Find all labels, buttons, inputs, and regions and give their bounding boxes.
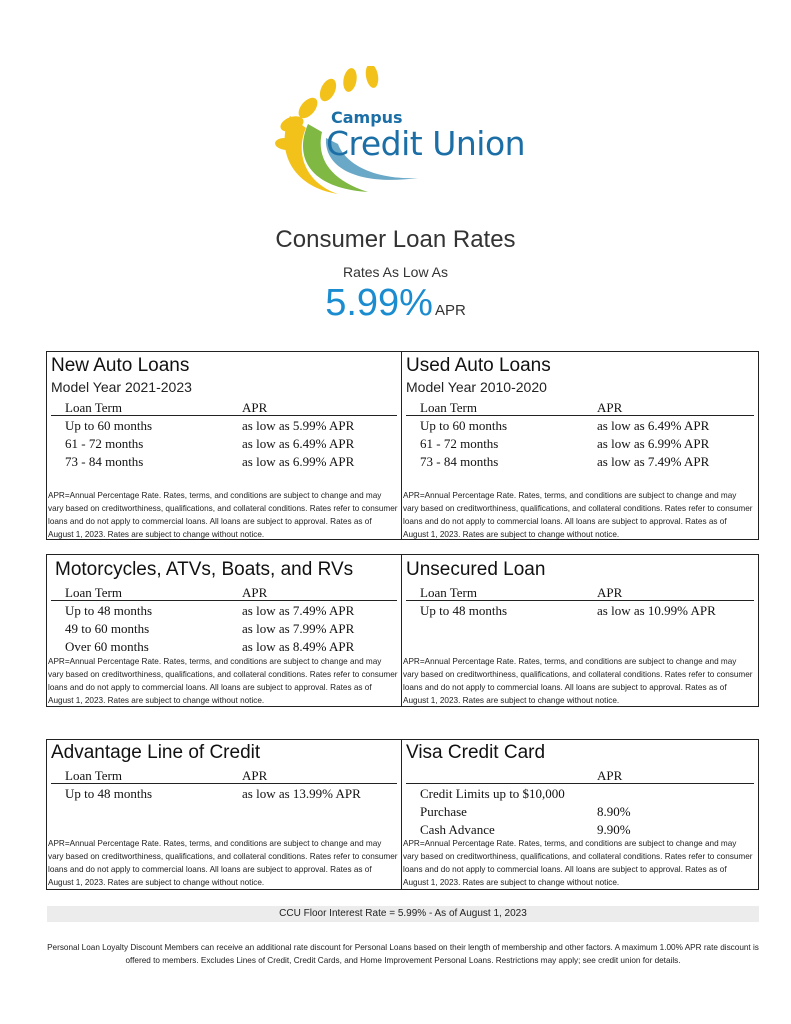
visa-disclaimer: APR=Annual Percentage Rate. Rates, terms, and conditions are subject to change and may vary based on creditworthiness, qualifications, and collateral conditions. Rates refer to consumer loans and do not apply to commercial loans. All loans are subject to approval. Rates as of August 1, 2023. Rates are subject to change without notice. xyxy=(403,839,753,887)
used-auto-col-term: Loan Term xyxy=(420,400,477,415)
unsecured-header-rule xyxy=(406,600,754,601)
new-auto-disclaimer: APR=Annual Percentage Rate. Rates, terms, and conditions are subject to change and may vary based on creditworthiness, qualifications, and collateral conditions. Rates refer to consumer loans and do not apply to commercial loans. All loans are subject to approval. Rates as of August 1, 2023. Rates are subject to change without notice. xyxy=(48,491,398,539)
visa-row-term: Cash Advance xyxy=(420,822,495,837)
unsecured-row-term: Up to 48 months xyxy=(420,603,508,618)
used-auto-row-term: Up to 60 months xyxy=(420,418,508,433)
motorcycles-disclaimer: APR=Annual Percentage Rate. Rates, terms, and conditions are subject to change and may vary based on creditworthiness, qualifications, and collateral conditions. Rates refer to consumer loans and do not apply to commercial loans. All loans are subject to approval. Rates as of August 1, 2023. Rates are subject to change without notice. xyxy=(48,657,398,705)
new-auto-row-term: Up to 60 months xyxy=(65,418,153,433)
motorcycles-row-term: Over 60 months xyxy=(65,639,149,654)
motorcycles-col-apr: APR xyxy=(242,585,268,600)
used-auto-section xyxy=(402,352,758,539)
used-auto-subtitle: Model Year 2010-2020 xyxy=(406,379,547,395)
used-auto-row-term: 73 - 84 months xyxy=(420,454,499,469)
unsecured-title: Unsecured Loan xyxy=(406,559,546,580)
used-auto-header-rule xyxy=(406,415,754,416)
advantage-col-apr: APR xyxy=(242,768,268,783)
used-auto-row-apr: as low as 6.49% APR xyxy=(597,418,710,433)
advantage-title: Advantage Line of Credit xyxy=(51,742,261,763)
new-auto-section xyxy=(47,352,401,539)
advantage-row-apr: as low as 13.99% APR xyxy=(242,786,361,801)
advantage-section xyxy=(47,740,401,889)
unsecured-col-apr: APR xyxy=(597,585,623,600)
used-auto-row-apr: as low as 7.49% APR xyxy=(597,454,710,469)
credit-lines-box xyxy=(46,739,759,890)
advantage-row-term: Up to 48 months xyxy=(65,786,153,801)
unsecured-disclaimer: APR=Annual Percentage Rate. Rates, terms, and conditions are subject to change and may vary based on creditworthiness, qualifications, and collateral conditions. Rates refer to consumer loans and do not apply to commercial loans. All loans are subject to approval. Rates as of August 1, 2023. Rates are subject to change without notice. xyxy=(403,657,753,705)
used-auto-col-apr: APR xyxy=(597,400,623,415)
visa-row-apr: 8.90% xyxy=(597,804,631,819)
used-auto-row-apr: as low as 6.99% APR xyxy=(597,436,710,451)
headline-rate xyxy=(0,282,791,325)
visa-header-rule xyxy=(406,783,754,784)
motorcycles-row-term: Up to 48 months xyxy=(65,603,153,618)
motorcycles-row-apr: as low as 7.99% APR xyxy=(242,621,355,636)
motorcycles-header-rule xyxy=(51,600,397,601)
page-subtitle: Rates As Low As xyxy=(342,264,449,280)
logo-big-text: Credit Union xyxy=(326,124,526,163)
advantage-disclaimer: APR=Annual Percentage Rate. Rates, terms, and conditions are subject to change and may vary based on creditworthiness, qualifications, and collateral conditions. Rates refer to consumer loans and do not apply to commercial loans. All loans are subject to approval. Rates as of August 1, 2023. Rates are subject to change without notice. xyxy=(48,839,398,887)
new-auto-row-apr: as low as 6.99% APR xyxy=(242,454,355,469)
new-auto-header-rule xyxy=(51,415,397,416)
motorcycles-row-apr: as low as 7.49% APR xyxy=(242,603,355,618)
auto-loans-box xyxy=(46,351,759,540)
advantage-header-rule xyxy=(51,783,397,784)
unsecured-section xyxy=(402,555,758,706)
recreation-unsecured-box xyxy=(46,554,759,707)
motorcycles-title: Motorcycles, ATVs, Boats, and RVs xyxy=(55,559,354,580)
headline-rate-value: 5.99% xyxy=(325,282,433,324)
new-auto-row-apr: as low as 5.99% APR xyxy=(242,418,355,433)
new-auto-row-apr: as low as 6.49% APR xyxy=(242,436,355,451)
used-auto-title: Used Auto Loans xyxy=(406,355,551,376)
used-auto-disclaimer: APR=Annual Percentage Rate. Rates, terms, and conditions are subject to change and may vary based on creditworthiness, qualifications, and collateral conditions. Rates refer to consumer loans and do not apply to commercial loans. All loans are subject to approval. Rates as of August 1, 2023. Rates are subject to change without notice. xyxy=(403,491,753,539)
advantage-col-term: Loan Term xyxy=(65,768,122,783)
used-auto-row-term: 61 - 72 months xyxy=(420,436,499,451)
visa-title: Visa Credit Card xyxy=(406,742,546,763)
new-auto-row-term: 61 - 72 months xyxy=(65,436,144,451)
motorcycles-row-apr: as low as 8.49% APR xyxy=(242,639,355,654)
loyalty-footnote: Personal Loan Loyalty Discount Members can receive an additional rate discount for Personal Loans based on their length of membership and other factors. A maximum 1.00% APR rate discount is offered to members. Excludes Lines of Credit, Credit Cards, and Home Improvement Personal Loans. Restrictions may apply; see credit union for details. xyxy=(47,943,759,965)
page-title: Consumer Loan Rates xyxy=(275,226,516,253)
visa-row-term: Purchase xyxy=(420,804,467,819)
visa-credit-limit: Credit Limits up to $10,000 xyxy=(420,786,565,801)
floor-rate-banner: CCU Floor Interest Rate = 5.99% - As of August 1, 2023 xyxy=(47,906,759,922)
new-auto-title: New Auto Loans xyxy=(51,355,190,376)
motorcycles-section xyxy=(47,555,401,706)
new-auto-col-term: Loan Term xyxy=(65,400,122,415)
visa-row-apr: 9.90% xyxy=(597,822,631,837)
unsecured-col-term: Loan Term xyxy=(420,585,477,600)
motorcycles-col-term: Loan Term xyxy=(65,585,122,600)
new-auto-row-term: 73 - 84 months xyxy=(65,454,144,469)
visa-section xyxy=(402,740,758,889)
unsecured-row-apr: as low as 10.99% APR xyxy=(597,603,716,618)
new-auto-col-apr: APR xyxy=(242,400,268,415)
motorcycles-row-term: 49 to 60 months xyxy=(65,621,150,636)
logo-small-text: Campus xyxy=(331,108,403,127)
new-auto-subtitle: Model Year 2021-2023 xyxy=(51,379,192,395)
headline-rate-suffix: APR xyxy=(434,302,466,319)
visa-col-apr: APR xyxy=(597,768,623,783)
